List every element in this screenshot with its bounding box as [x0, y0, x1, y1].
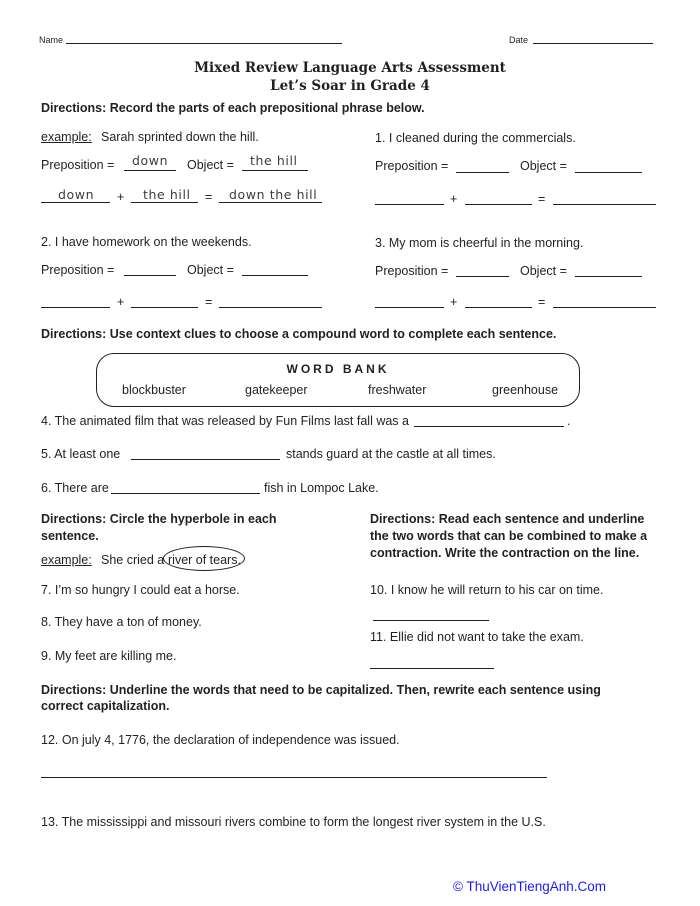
question-9: 9. My feet are killing me.	[41, 649, 177, 663]
q2-plus: +	[117, 295, 125, 309]
example-prep-line	[124, 170, 176, 171]
directions-contraction-3: contraction. Write the contraction on the line.	[370, 546, 640, 560]
question-4: 4. The animated film that was released by Fun Films last fall was a	[41, 414, 409, 428]
hyperbole-example-label: example:	[41, 553, 92, 567]
q1-obj-line[interactable]	[575, 172, 642, 173]
q3-sum-line-b[interactable]	[465, 307, 532, 308]
q3-sum-line-c[interactable]	[553, 307, 656, 308]
hyperbole-example-text: She cried a	[101, 553, 165, 567]
q1-sum-line-c[interactable]	[553, 204, 656, 205]
question-8: 8. They have a ton of money.	[41, 615, 202, 629]
question-5-start: 5. At least one	[41, 447, 121, 461]
name-label: Name	[39, 35, 64, 45]
q11-answer-line[interactable]	[370, 668, 494, 669]
q3-equals: =	[538, 295, 546, 309]
page-subtitle: Let’s Soar in Grade 4	[270, 78, 430, 94]
directions-capitalization-2: correct capitalization.	[41, 699, 170, 713]
q2-prep-label: Preposition =	[41, 263, 115, 277]
q1-prep-label: Preposition =	[375, 159, 449, 173]
q10-answer-line[interactable]	[373, 620, 489, 621]
name-line[interactable]	[66, 43, 342, 44]
example-sum-line-b	[131, 202, 198, 203]
example-sum-line-c	[219, 202, 322, 203]
question-12: 12. On july 4, 1776, the declaration of independence was issued.	[41, 733, 400, 747]
example-sentence: Sarah sprinted down the hill.	[101, 130, 259, 144]
directions-prepositional: Directions: Record the parts of each prepositional phrase below.	[41, 101, 425, 115]
q2-obj-line[interactable]	[242, 275, 308, 276]
q2-prep-line[interactable]	[124, 275, 176, 276]
directions-hyperbole: Directions: Circle the hyperbole in each	[41, 512, 277, 526]
question-3: 3. My mom is cheerful in the morning.	[375, 236, 584, 250]
question-6-start: 6. There are	[41, 481, 109, 495]
q6-answer-line[interactable]	[111, 493, 260, 494]
directions-capitalization: Directions: Underline the words that need to be capitalized. Then, rewrite each sentence using	[41, 683, 601, 697]
page-title: Mixed Review Language Arts Assessment	[194, 60, 506, 76]
question-2: 2. I have homework on the weekends.	[41, 235, 252, 249]
q4-period: .	[567, 414, 571, 428]
date-line[interactable]	[533, 43, 653, 44]
q5-answer-line[interactable]	[131, 459, 280, 460]
directions-contraction: Directions: Read each sentence and underline	[370, 512, 645, 526]
directions-contraction-2: the two words that can be combined to make a	[370, 529, 648, 543]
q4-answer-line[interactable]	[414, 426, 564, 427]
question-6-end: fish in Lompoc Lake.	[264, 481, 379, 495]
q3-obj-label: Object =	[520, 264, 567, 278]
example-sum-b: the hill	[143, 187, 191, 202]
example-obj-label: Object =	[187, 158, 234, 172]
directions-compound: Directions: Use context clues to choose a compound word to complete each sentence.	[41, 327, 557, 341]
example-sum-line-a	[41, 202, 110, 203]
hyperbole-circle	[163, 546, 245, 571]
date-label: Date	[509, 35, 529, 45]
word-bank-word: freshwater	[368, 383, 427, 397]
q1-equals: =	[538, 192, 546, 206]
q1-obj-label: Object =	[520, 159, 567, 173]
example-obj-line	[242, 170, 308, 171]
question-11: 11. Ellie did not want to take the exam.	[370, 630, 584, 644]
q3-plus: +	[450, 295, 458, 309]
q3-prep-label: Preposition =	[375, 264, 449, 278]
directions-hyperbole-2: sentence.	[41, 529, 99, 543]
example-sum-a: down	[58, 187, 95, 202]
question-1: 1. I cleaned during the commercials.	[375, 131, 576, 145]
equals-sign: =	[205, 190, 213, 204]
example-prep-answer: down	[132, 153, 169, 168]
word-bank-word: blockbuster	[122, 383, 186, 397]
q2-sum-line-c[interactable]	[219, 307, 322, 308]
example-prep-label: Preposition =	[41, 158, 115, 172]
q2-equals: =	[205, 295, 213, 309]
word-bank	[96, 353, 580, 407]
plus-sign: +	[117, 190, 125, 204]
hyperbole-example-circled: river of tears.	[168, 553, 241, 567]
q3-sum-line-a[interactable]	[375, 307, 444, 308]
q3-prep-line[interactable]	[456, 276, 509, 277]
example-sum-c: down the hill	[229, 187, 318, 202]
question-13: 13. The mississippi and missouri rivers combine to form the longest river system in the U.S.	[41, 815, 546, 829]
q2-sum-line-b[interactable]	[131, 307, 198, 308]
q1-prep-line[interactable]	[456, 172, 509, 173]
question-5-end: stands guard at the castle at all times.	[286, 447, 496, 461]
q1-plus: +	[450, 192, 458, 206]
example-label: example:	[41, 130, 92, 144]
q3-obj-line[interactable]	[575, 276, 642, 277]
word-bank-word: greenhouse	[492, 383, 559, 397]
question-7: 7. I’m so hungry I could eat a horse.	[41, 583, 240, 597]
example-obj-answer: the hill	[250, 153, 298, 168]
question-10: 10. I know he will return to his car on time.	[370, 583, 604, 597]
footer-credit[interactable]: © ThuVienTiengAnh.Com	[453, 879, 607, 894]
word-bank-title: WORD BANK	[286, 362, 390, 376]
q1-sum-line-a[interactable]	[375, 204, 444, 205]
word-bank-word: gatekeeper	[245, 383, 308, 397]
q12-answer-line[interactable]	[41, 777, 547, 778]
q2-obj-label: Object =	[187, 263, 234, 277]
q2-sum-line-a[interactable]	[41, 307, 110, 308]
q1-sum-line-b[interactable]	[465, 204, 532, 205]
